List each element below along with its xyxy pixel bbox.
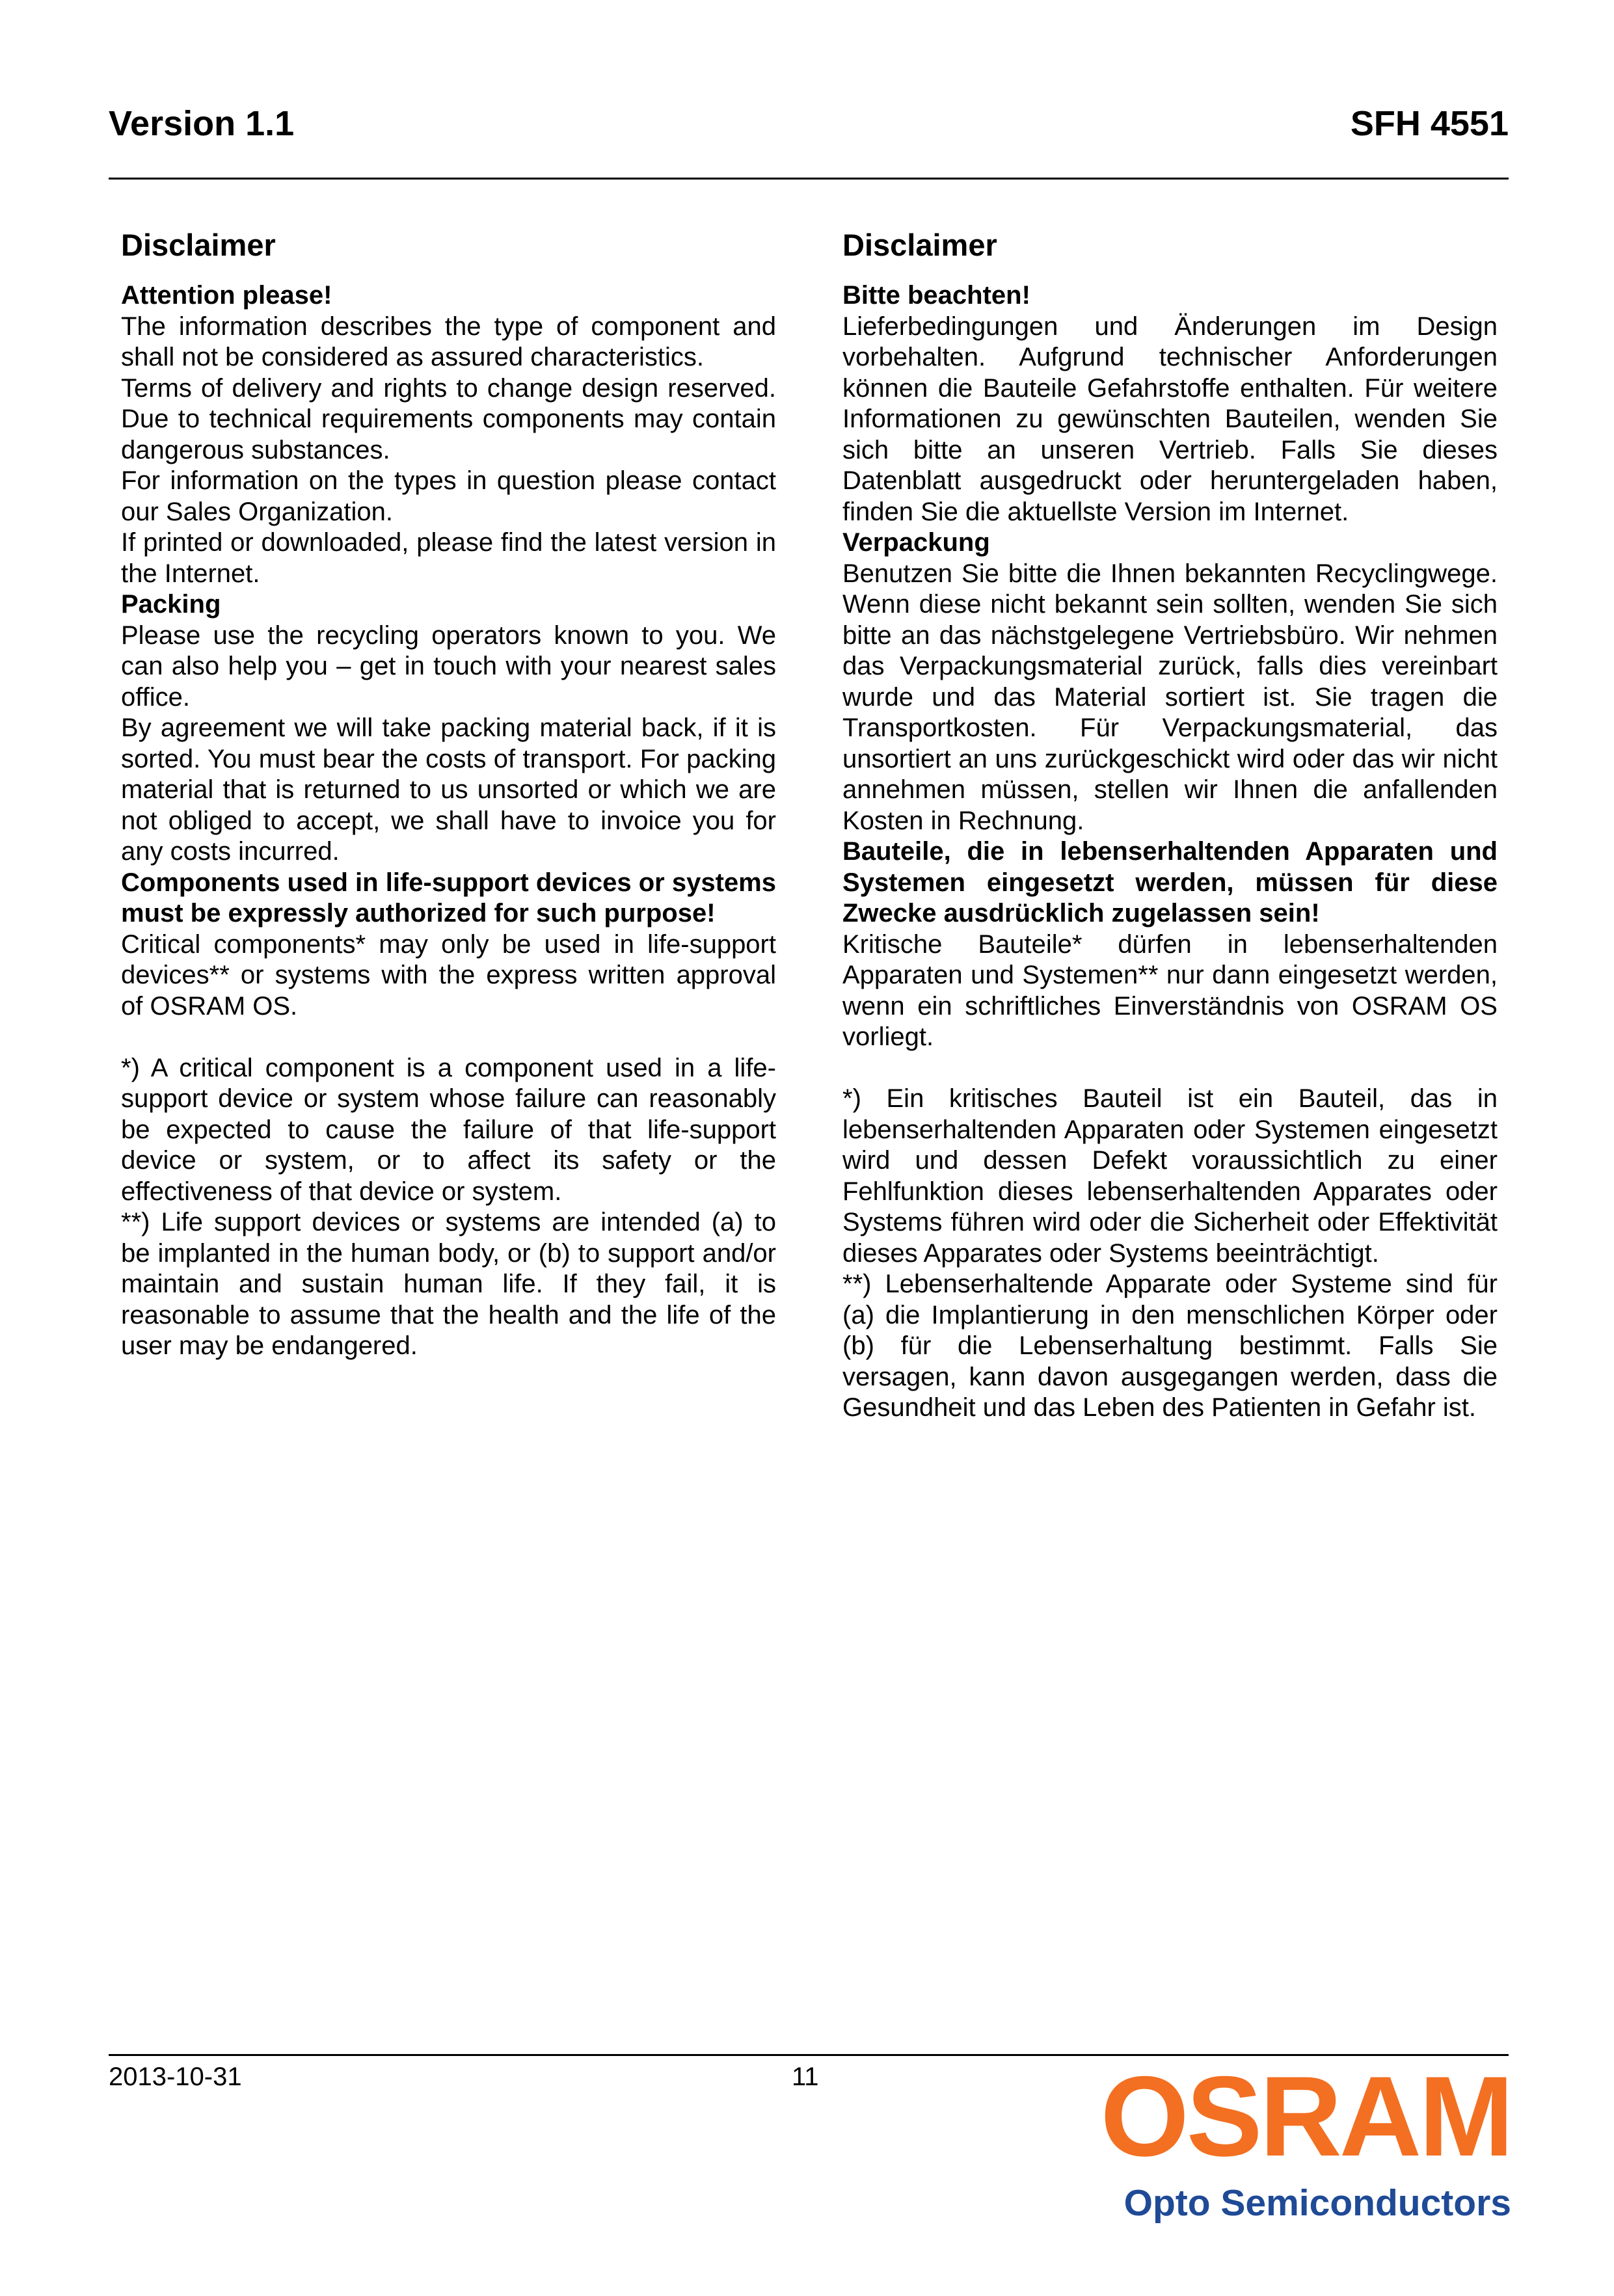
osram-logo (1095, 2053, 1511, 2228)
paragraph: **) Life support devices or systems are intended (a) to be implanted in the human body, or (b) to support and/or maintain and sustain human life. If they fail, it is reasonable to assume that the health and the life of the user may be endangered. (121, 1208, 776, 1360)
bold-paragraph: Bauteile, die in lebenserhaltenden Apparaten und Systemen eingesetzt werden, müssen für diese Zwecke ausdrücklich zugelassen sein! (842, 837, 1498, 928)
paragraph: Terms of delivery and rights to change design reserved. Due to technical requirements components may contain dangerous substances. (121, 373, 776, 464)
bold-paragraph: Attention please! (121, 281, 332, 310)
header-divider (109, 178, 1509, 180)
logo-wordmark: OSRAM (1100, 2053, 1511, 2180)
paragraph: Critical components* may only be used in life-support devices** or systems with the express written approval of OSRAM OS. (121, 929, 776, 1021)
bold-paragraph: Components used in life-support devices or systems must be expressly authorized for such purpose! (121, 868, 776, 928)
paragraph: **) Lebenserhaltende Apparate oder Systeme sind für (a) die Implantierung in den menschlichen Körper oder (b) für die Lebenserhaltung bestimmt. Falls Sie versagen, kann davon ausgegangen werden, dass die Gesundheit und das Leben des Patienten in Gefahr ist. (842, 1270, 1498, 1422)
paragraph: Kritische Bauteile* dürfen in lebenserhaltenden Apparaten und Systemen** nur dann eingesetzt werden, wenn ein schriftliches Einverständnis von OSRAM OS vorliegt. (842, 929, 1498, 1051)
paragraph: By agreement we will take packing material back, if it is sorted. You must bear the costs of transport. For packing material that is returned to us unsorted or which we are not obliged to accept, we shall have to invoice you for any costs incurred. (121, 714, 776, 866)
bold-paragraph: Packing (121, 590, 221, 619)
paragraph: For information on the types in question please contact our Sales Organization. (121, 466, 776, 526)
paragraph-list (842, 280, 1498, 1424)
paragraph: If printed or downloaded, please find the latest version in the Internet. (121, 528, 776, 588)
page-number: 11 (792, 2062, 819, 2091)
version-label: Version 1.1 (109, 104, 295, 143)
page-header (109, 98, 1509, 150)
paragraph: *) Ein kritisches Bauteil ist ein Bauteil, das in lebenserhaltenden Apparaten oder Systemen eingesetzt wird und dessen Defekt voraussichtlich zu einer Fehlfunktion dieses lebenserhaltenden Apparates oder Systems führen wird oder die Sicherheit oder Effektivität dieses Apparates oder Systems beeinträchtigt. (842, 1084, 1498, 1268)
disclaimer-german (842, 224, 1498, 1424)
section-title: Disclaimer (842, 228, 997, 262)
paragraph: The information describes the type of component and shall not be considered as assured characteristics. (121, 312, 776, 371)
footer-date: 2013-10-31 (109, 2062, 242, 2091)
product-name: SFH 4551 (1350, 104, 1509, 143)
paragraph: *) A critical component is a component used in a life-support device or system whose failure can reasonably be expected to cause the failure of that life-support device or system, or to affect its safety or the effectiveness of that device or system. (121, 1053, 776, 1206)
paragraph: Lieferbedingungen und Änderungen im Design vorbehalten. Aufgrund technischer Anforderungen können die Bauteile Gefahrstoffe enthalten. Für weitere Informationen zu gewünschten Bauteilen, wenden Sie sich bitte an unseren Vertrieb. Falls Sie dieses Datenblatt ausgedruckt oder heruntergeladen haben, finden Sie die aktuellste Version im Internet. (842, 312, 1498, 526)
disclaimer-english (121, 224, 776, 1362)
paragraph: Benutzen Sie bitte die Ihnen bekannten Recyclingwege. Wenn diese nicht bekannt sein sollten, wenden Sie sich bitte an das nächstgelegene Vertriebsbüro. Wir nehmen das Verpackungsmaterial zurück, falls dies vereinbart wurde und das Material sortiert ist. Sie tragen die Transportkosten. Für Verpackungsmaterial, das unsortiert an uns zurückgeschickt wird oder das wir nicht annehmen müssen, stellen wir Ihnen die anfallenden Kosten in Rechnung. (842, 559, 1498, 835)
paragraph-list (121, 280, 776, 1362)
paragraph: Please use the recycling operators known to you. We can also help you – get in touch with your nearest sales office. (121, 621, 776, 712)
bold-paragraph: Verpackung (842, 528, 990, 557)
logo-tagline: Opto Semiconductors (1123, 2182, 1511, 2224)
section-title: Disclaimer (121, 228, 276, 262)
bold-paragraph: Bitte beachten! (842, 281, 1030, 310)
